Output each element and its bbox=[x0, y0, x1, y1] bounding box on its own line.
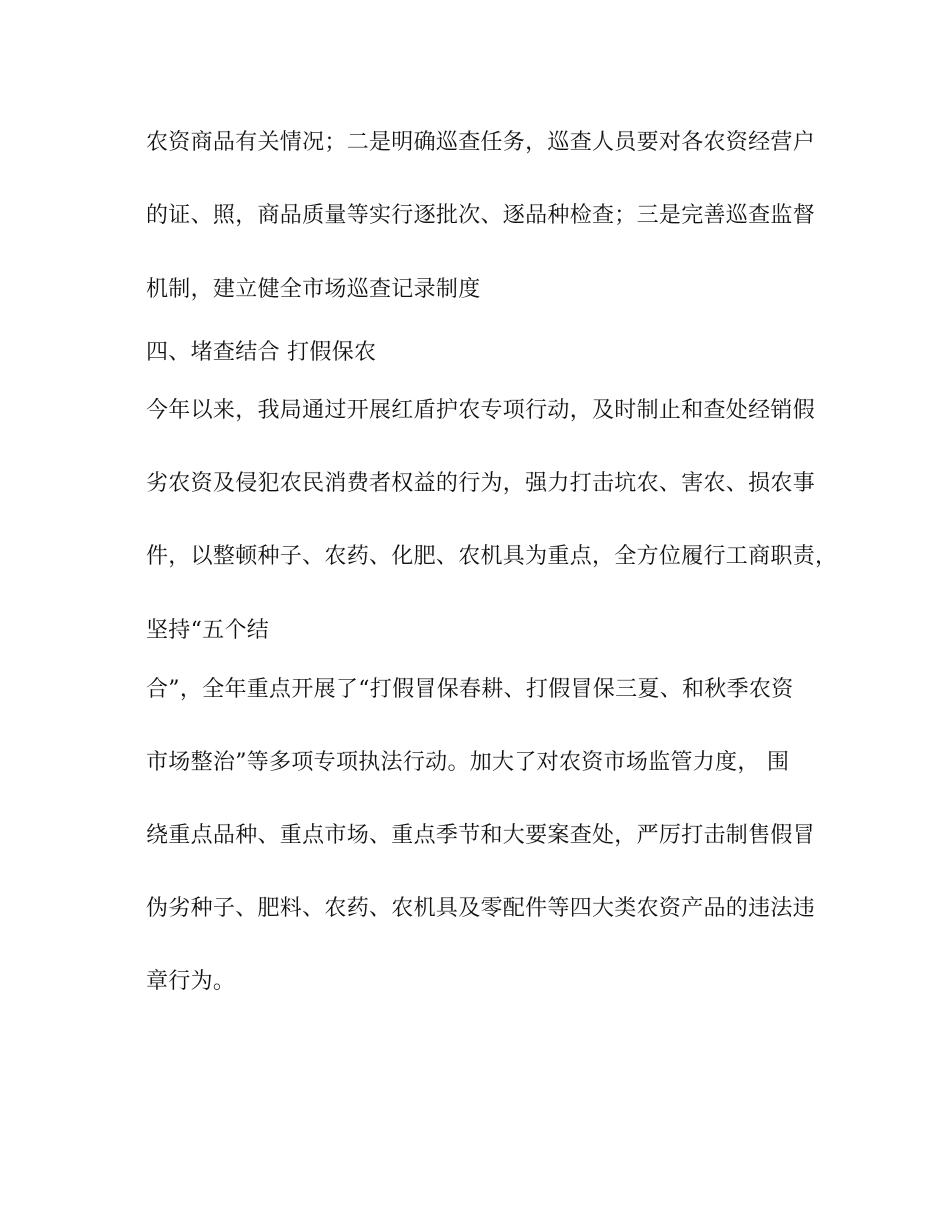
paragraph-line-5: 今年以来，我局通过开展红盾护农专项行动，及时制止和查处经销假 bbox=[146, 398, 816, 423]
paragraph-line-2: 的证、照，商品质量等实行逐批次、逐品种检查；三是完善巡查监督 bbox=[146, 203, 816, 228]
paragraph-line-12: 伪劣种子、肥料、农药、农机具及零配件等四大类农资产品的违法违 bbox=[146, 896, 816, 921]
paragraph-line-13: 章行为。 bbox=[146, 969, 236, 994]
paragraph-line-6: 劣农资及侵犯农民消费者权益的行为，强力打击坑农、害农、损农事 bbox=[146, 471, 816, 496]
paragraph-line-1: 农资商品有关情况；二是明确巡查任务，巡查人员要对各农资经营户 bbox=[146, 130, 816, 155]
paragraph-line-9: 合”，全年重点开展了“打假冒保春耕、打假冒保三夏、和秋季农资 bbox=[146, 677, 794, 702]
paragraph-line-8: 坚持“五个结 bbox=[146, 618, 270, 643]
paragraph-line-7: 件，以整顿种子、农药、化肥、农机具为重点，全方位履行工商职责， bbox=[146, 544, 838, 569]
section-heading: 四、堵查结合 打假保农 bbox=[146, 340, 377, 365]
paragraph-line-11: 绕重点品种、重点市场、重点季节和大要案查处，严厉打击制售假冒 bbox=[146, 823, 816, 848]
paragraph-line-10: 市场整治”等多项专项执法行动。加大了对农资市场监管力度， 围 bbox=[146, 750, 790, 775]
paragraph-line-3: 机制，建立健全市场巡查记录制度 bbox=[146, 277, 481, 302]
